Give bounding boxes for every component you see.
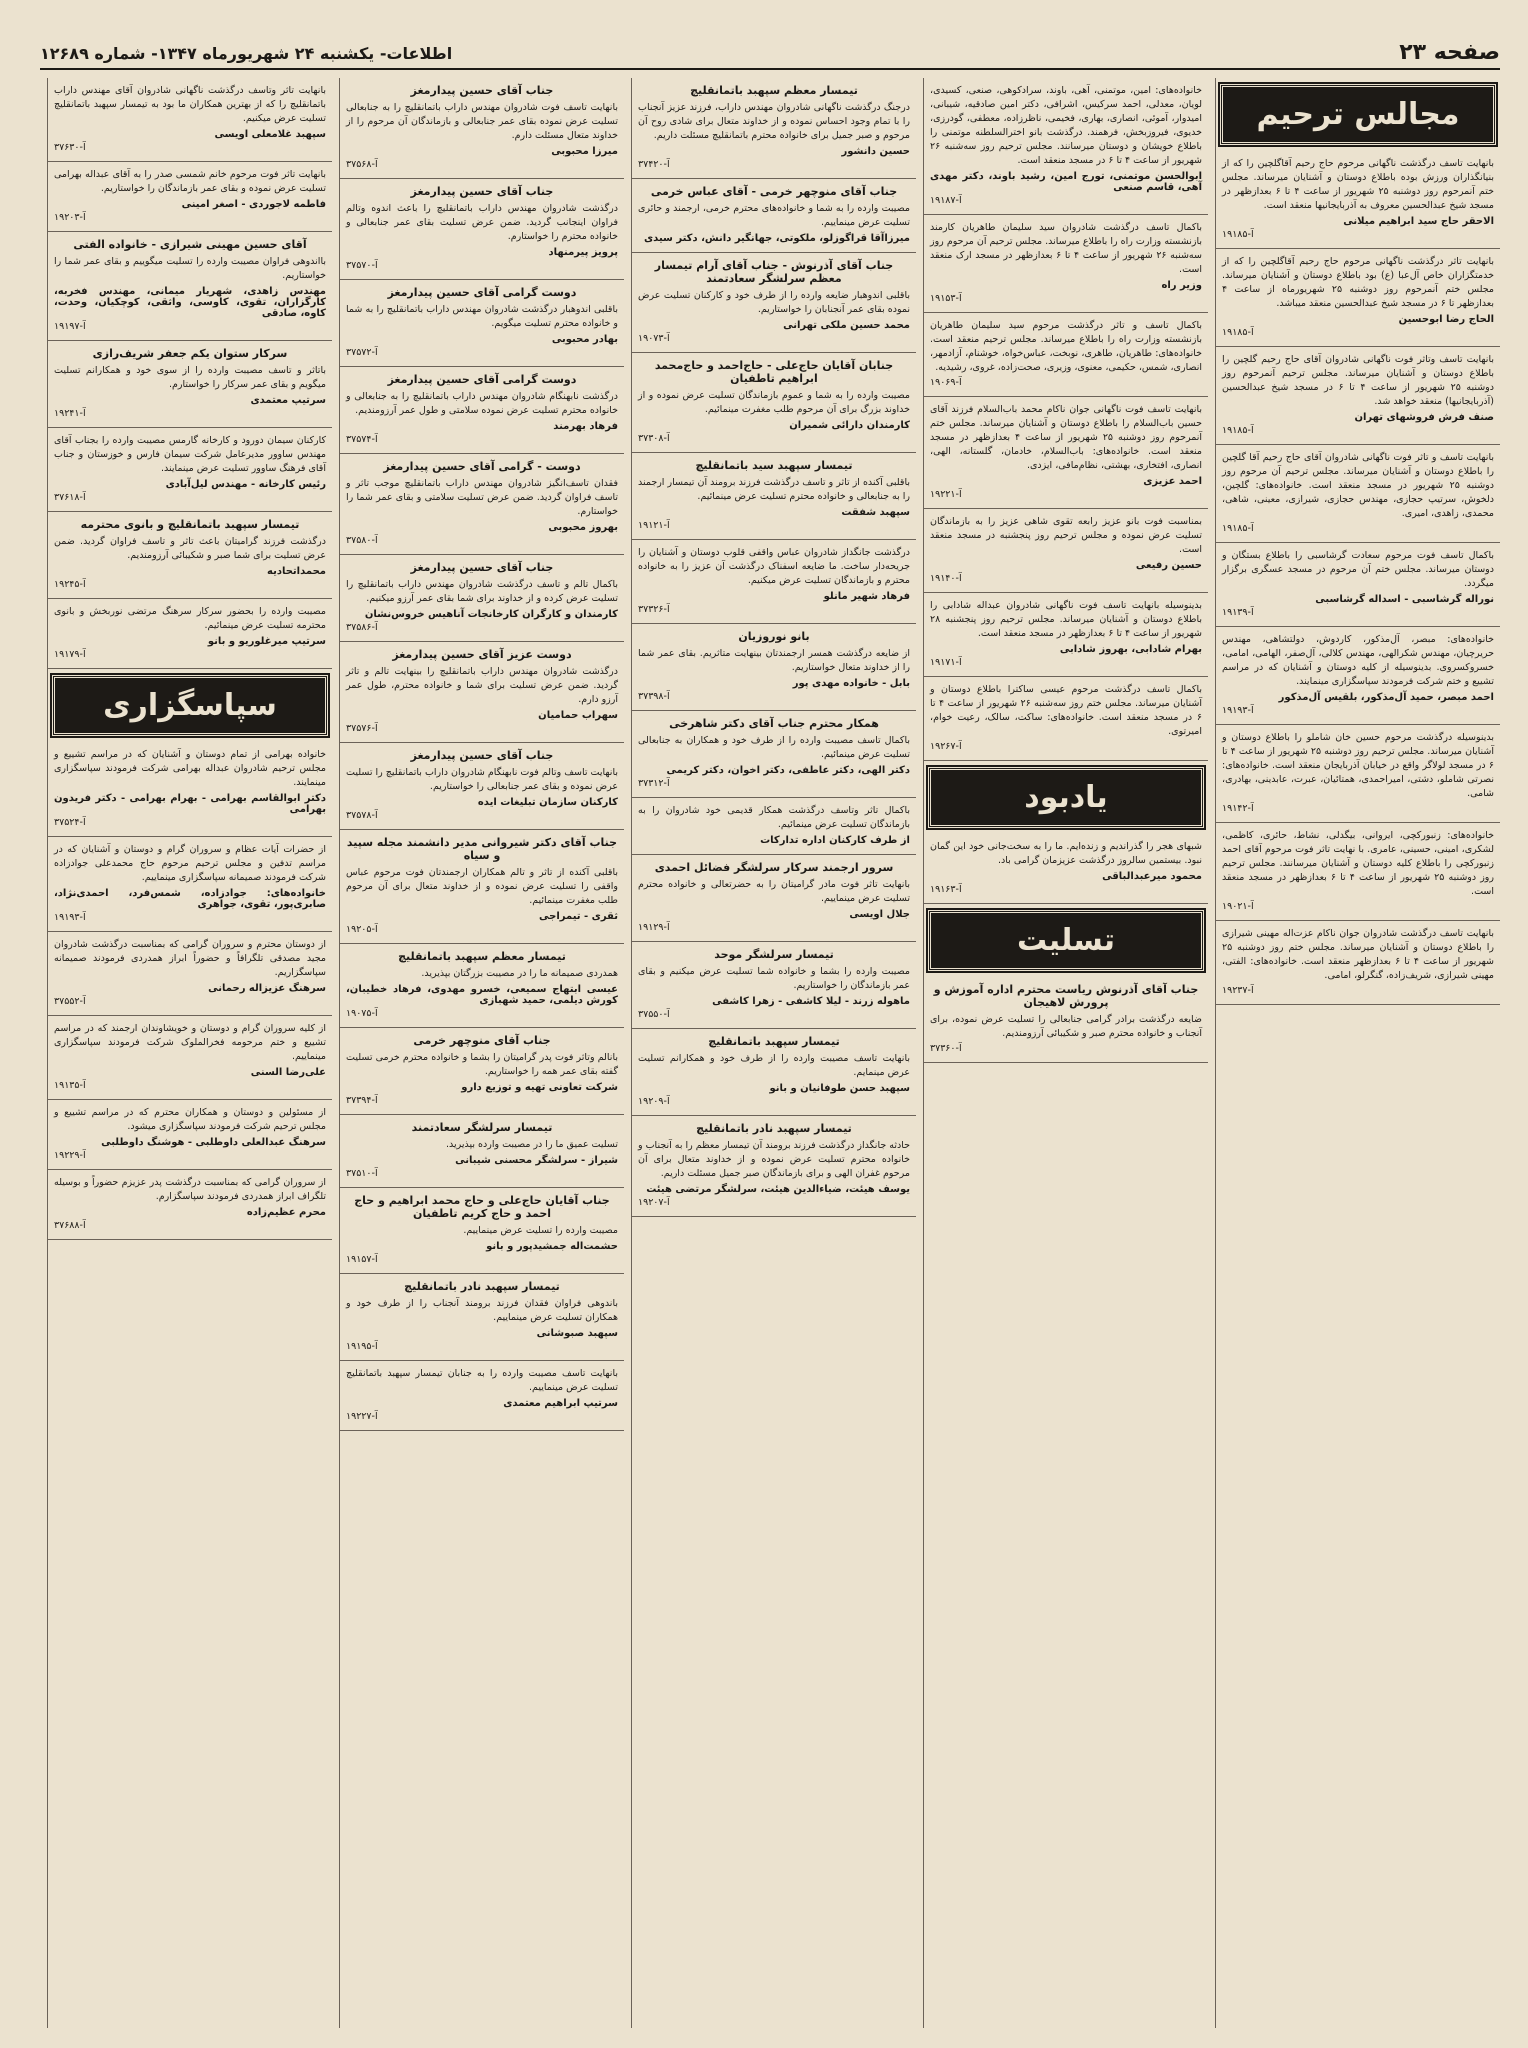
notice-ref: آ-۱۹۱۲۱ bbox=[638, 520, 670, 531]
notice-sig: سرتیپ میرغلوریو و بانو bbox=[207, 636, 326, 647]
notice-title: تیمسار سپهبد نادر باتمانقلیچ bbox=[404, 1280, 560, 1293]
notice bbox=[340, 555, 624, 642]
notice-sig: ماهوله زرند - لیلا کاشفی - زهرا کاشفی bbox=[712, 996, 910, 1007]
notice-title: دوست عزیز آقای حسین پیدارمغز bbox=[392, 648, 572, 661]
notice-title: دوست گرامی آقای حسین پیدارمغز bbox=[387, 286, 577, 299]
notice-title: تیمسار معظم سپهبد باتمانقلیچ bbox=[690, 84, 858, 97]
notice bbox=[340, 743, 624, 830]
notice-ref: آ-۱۹۲۰۹ bbox=[638, 1096, 670, 1107]
notice-sig: بابل - خانواده مهدی پور bbox=[792, 678, 910, 689]
section-heading: یادبود bbox=[928, 767, 1204, 828]
notice bbox=[1216, 627, 1500, 725]
notice-sig: مهندس زاهدی، شهریار میمانی، مهندس فخربه، کارگزاران، تقوی، کاوسی، واثقی، کوچکیان، وحدت، کاوه، صادقی bbox=[54, 286, 326, 319]
notice-body: بدینوسیله بانهایت تاسف فوت ناگهانی شادروان عبداله شادابی را باطلاع دوستان و آشنایان میرساند. مجلس ترحیم روز پنجشنبه ۲۸ شهریور از ساعت ۴ تا ۶ بعدازظهر در مسجد منعقد است. bbox=[930, 600, 1202, 639]
notice-sig: ثقری - تیمراجی bbox=[539, 911, 618, 922]
notice-body: درگذشت فرزند گرامیتان باعث تاثر و تاسف فراوان گردید. ضمن عرض تسلیت برای شما صبر و شکیبائی آرزومندیم. bbox=[54, 536, 326, 561]
notice-body: بانهایت تاسف فوت ناگهانی جوان ناکام محمد باب‌السلام فرزند آقای حسین باب‌السلام را باطلاع دوستان و آشنایان میرساند. مجلس ختم آنمرحوم روز دوشنبه ۲۵ شهریور از ساعت ۴ بعدازظهر در مسجد منعقد است. خانواده‌های: باب‌السلام، خادمان، گلستانه، الهی، انصاری، افتخاری، بهشتی، نظام‌مافی، ایزدی. bbox=[930, 404, 1202, 471]
notice-ref: آ-۱۹۱۸۵ bbox=[1222, 425, 1254, 436]
notice-ref: آ-۳۷۳۹۴ bbox=[346, 1095, 378, 1106]
notice bbox=[340, 642, 624, 743]
notice-ref: آ-۳۷۳۲۶ bbox=[638, 604, 670, 615]
notice-ref: آ-۳۷۵۶۸ bbox=[346, 159, 378, 170]
notice-ref: آ-۱۹۱۷۱ bbox=[930, 657, 962, 668]
notice-ref: آ-۳۷۵۱۰ bbox=[346, 1168, 378, 1179]
column-1 bbox=[1215, 78, 1500, 2028]
notice bbox=[632, 78, 916, 179]
notice bbox=[340, 280, 624, 367]
notice-ref: آ-۱۹۱۵۳ bbox=[930, 293, 962, 304]
notice bbox=[632, 798, 916, 855]
column-3 bbox=[631, 78, 916, 2028]
notice-sig: دکتر الهی، دکتر عاطفی، دکتر اخوان، دکتر کریمی bbox=[666, 765, 910, 776]
notice-body: باکمال تاسف فوت مرحوم سعادت گرشاسبی را باطلاع بستگان و دوستان میرساند. مجلس ختم آن مرحوم در مسجد عسگری برگزار میگردد. bbox=[1222, 550, 1494, 589]
notice-ref: آ-۱۹۱۹۷ bbox=[54, 321, 86, 332]
notice bbox=[632, 942, 916, 1029]
notice-title: جناب آقای حسین پیدارمغز bbox=[410, 749, 554, 762]
notice-sig: بهادر محبوبی bbox=[551, 334, 618, 345]
notice-body: باقلبی اندوهبار ضایعه وارده را از طرف خود و کارکنان تسلیت عرض نموده بقای عمر آنجنابان را خواستاریم. bbox=[638, 290, 910, 315]
notice-body: ضایعه درگذشت برادر گرامی جنابعالی را تسلیت عرض نموده، برای آنجناب و خانواده محترم صبر و شکیبائی آرزومندیم. bbox=[930, 1014, 1202, 1039]
notice-ref: آ-۱۹۱۶۳ bbox=[930, 884, 962, 895]
notice-sig: حسین دانشور bbox=[841, 146, 910, 157]
notice-sig: احمد مبصر، حمید آل‌مذکور، بلقیس آل‌مذکور bbox=[1278, 692, 1494, 703]
notice bbox=[632, 711, 916, 798]
notice-ref: آ-۳۷۵۸۰ bbox=[346, 535, 378, 546]
notice-body: درگذشت نابهنگام شادروان مهندس داراب باتمانقلیچ را به جنابعالی و خانواده محترم تسلیت عرض نموده سلامتی و طول عمر آرزومندیم. bbox=[346, 391, 618, 416]
notice-title: آقای حسین مهینی شیرازی - خانواده الفتی bbox=[73, 238, 307, 251]
notice bbox=[340, 367, 624, 454]
notice-body: خانواده‌های: زنبورکچی، ایروانی، بیگدلی، نشاط، حائری، کاظمی، لشکری، امینی، حسینی، عامری. با نهایت تاثر فوت مرحوم آقای احمد زنبورکچی را باطلاع کلیه دوستان و آشنایان میرسانند. مجلس ترحیم روز دوشنبه ۲۵ شهریور از ساعت ۴ تا ۶ بعدازظهر در مسجد منعقد است. bbox=[1222, 830, 1494, 897]
notice-sig: عیسی ابتهاج سمیعی، خسرو مهدوی، فرهاد خطیبان، کورش دیلمی، حمید شهبازی bbox=[346, 984, 618, 1006]
notice-sig: محمود میرعبدالباقی bbox=[1102, 871, 1202, 882]
notice-sig: محرم عظیم‌زاده bbox=[246, 1207, 326, 1218]
notice-body: خانواده بهرامی از تمام دوستان و آشنایان که در مراسم تشییع و مجلس ترحیم شادروان عبداله بهرامی شرکت فرمودند سپاسگزاری مینمایند. bbox=[54, 749, 326, 788]
notice-sig: فرهاد بهرمند bbox=[553, 421, 618, 432]
notice-title: جناب آقای منوچهر خرمی bbox=[413, 1034, 551, 1047]
notice-body: فقدان تاسف‌انگیز شادروان مهندس داراب باتمانقلیچ موجب تاثر و تاسف فراوان گردید. ضمن عرض تسلیت سلامتی و بقای عمر شما را خواستارم. bbox=[346, 478, 618, 517]
notice-body: مصیبت وارده را بحضور سرکار سرهنگ مرتضی نوربخش و بانوی محترمه تسلیت عرض مینمائیم. bbox=[54, 606, 326, 631]
notice-ref: آ-۳۷۵۷۰ bbox=[346, 260, 378, 271]
notice-ref: آ-۱۹۲۰۷ bbox=[638, 1197, 670, 1208]
notice bbox=[48, 932, 332, 1016]
notice-body: بانهایت تاثر فوت مادر گرامیتان را به حضرتعالی و خانواده محترم تسلیت عرض مینماییم. bbox=[638, 879, 910, 904]
notice-sig: فرهاد شهیر مانلو bbox=[823, 591, 910, 602]
notice-ref: آ-۱۹۱۳۹ bbox=[1222, 607, 1254, 618]
notice-body: کارکنان سیمان دورود و کارخانه گارمس مصیبت وارده را بجناب آقای مهندس ساوور مدیرعامل شرکت سیمان فارس و خوزستان و جناب آقای فرهنگ ساوور تسلیت عرض مینمایند. bbox=[54, 435, 326, 474]
notice-ref: آ-۳۷۶۳۰ bbox=[54, 142, 86, 153]
notice-sig: پرویز پیرمنهاد bbox=[548, 247, 618, 258]
notice-body: باکمال تاسف درگذشت شادروان سید سلیمان طاهریان کارمند بازنشسته وزارت راه را باطلاع میرساند. مجلس ترحیم آن مرحوم روز سه‌شنبه ۲۶ شهریور از ساعت ۴ تا ۶ بعدازظهر در مسجد ارک منعقد است. bbox=[930, 222, 1202, 275]
notice-body: بانهایت تاسف و تاثر فوت ناگهانی شادروان آقای حاج رحیم آقا گلچین را باطلاع دوستان و آشنایان میرساند. مجلس ترحیم آن مرحوم روز دوشنبه ۲۵ شهریور در مسجد منعقد است. خانواده‌های: گلچین، دلخوش، سرتیپ حجازی، مهندس حجازی، شیرازی، معینی، شاهی، محمدی، زاهدی، امیری. bbox=[1222, 452, 1494, 519]
notice bbox=[1216, 151, 1500, 249]
notice bbox=[48, 599, 332, 669]
newspaper-masthead: اطلاعات- یکشنبه ۲۴ شهریورماه ۱۳۴۷- شماره ۱۲۶۸۹ bbox=[40, 44, 453, 63]
notice bbox=[632, 1029, 916, 1116]
notice-body: حادثه جانگداز درگذشت فرزند برومند آن تیمسار معظم را به آنجناب و خانواده محترم تسلیت عرض نموده و از خداوند متعال برای آن مرحوم غفران الهی و برای بازماندگان صبر جمیل مسئلت داریم. bbox=[638, 1140, 910, 1179]
notice-sig: کارمندان دارائی شمیران bbox=[789, 420, 910, 431]
notice-title: دوست گرامی آقای حسین پیدارمغز bbox=[387, 373, 577, 386]
notice-sig: سپهبد صبوشانی bbox=[536, 1328, 618, 1339]
notice-body: مصیبت وارده را تسلیت عرض مینماییم. bbox=[463, 1225, 618, 1236]
notice-sig: سپهبد حسن طوفانیان و بانو bbox=[769, 1083, 910, 1094]
notice-sig: شرکت تعاونی تهیه و توزیع دارو bbox=[461, 1082, 618, 1093]
notice-body: مصیبت وارده را به شما و عموم بازماندگان تسلیت عرض نموده و از خداوند بزرگ برای آن مرحوم طلب مغفرت مینمائیم. bbox=[638, 390, 910, 415]
notice-sig: سپهبد شفقت bbox=[841, 507, 910, 518]
notice-sig: سرتیپ معتمدی bbox=[250, 395, 326, 406]
notice-ref: آ-۱۹۱۵۷ bbox=[346, 1254, 378, 1265]
notice bbox=[48, 78, 332, 162]
notice-ref: آ-۳۷۵۵۰ bbox=[638, 1009, 670, 1020]
notice-ref: آ-۳۷۵۷۴ bbox=[346, 434, 378, 445]
notice-ref: آ-۳۷۵۲۴ bbox=[54, 817, 86, 828]
notice bbox=[340, 1188, 624, 1274]
notice-ref: آ-۱۹۰۷۳ bbox=[638, 333, 670, 344]
notice-body: همدردی صمیمانه ما را در مصیبت بزرگتان بپذیرید. bbox=[421, 968, 618, 979]
notice bbox=[924, 313, 1208, 397]
notice bbox=[924, 677, 1208, 761]
notice-body: از ضایعه درگذشت همسر ارجمندتان بینهایت متاثریم. بقای عمر شما را از خداوند متعال خواستاریم. bbox=[638, 648, 910, 673]
notice-ref: آ-۱۹۱۸۵ bbox=[1222, 229, 1254, 240]
section-heading: مجالس ترحیم bbox=[1220, 84, 1496, 145]
notice-body: باتاثر و تاسف مصیبت وارده را از سوی خود و همکارانم تسلیت میگویم و بقای عمر سرکار را خواستارم. bbox=[54, 365, 326, 390]
notice-sig: ابوالحسن موتمنی، تورج امین، رشید باوند، دکتر مهدی آهی، قاسم صنعی bbox=[930, 171, 1202, 193]
notice-body: شبهای هجر را گذراندیم و زنده‌ایم. ما را به سخت‌جانی خود این گمان نبود. بیستمین سالروز درگذشت عزیزمان گرامی باد. bbox=[930, 841, 1202, 866]
notice-sig: خانواده‌های: جوادزاده، شمس‌فرد، احمدی‌نژاد، صابری‌پور، تقوی، جواهری bbox=[54, 888, 326, 910]
notice-sig: بهرام شادابی، بهروز شادابی bbox=[1059, 644, 1202, 655]
notice-sig: صنف فرش فروشهای تهران bbox=[1354, 412, 1494, 423]
notice-sig: کارمندان و کارگران کارخانجات آناهیس خروس‌نشان bbox=[364, 609, 618, 620]
notice-sig: نوراله گرشاسبی - اسداله گرشاسبی bbox=[1315, 594, 1494, 605]
notice-body: بانهایت تاثر وتاسف درگذشت ناگهانی شادروان آقای مهندس داراب باتمانقلیچ را که از بهترین همکاران ما بود به تیمسار سپهبد باتمانقلیچ تسلیت عرض میکنیم. bbox=[54, 85, 326, 124]
notice-body: مصیبت وارده را به شما و خانواده‌های محترم خرمی، ارجمند و حائری تسلیت عرض مینماییم. bbox=[638, 203, 910, 228]
notice bbox=[632, 179, 916, 253]
notice-sig: میرزا محبوبی bbox=[551, 146, 618, 157]
notice-sig: جلال اویسی bbox=[849, 909, 910, 920]
newspaper-columns bbox=[40, 78, 1500, 2028]
notice-body: بااندوهی فراوان مصیبت وارده را تسلیت میگوییم و بقای عمر شما را خواستاریم. bbox=[54, 256, 326, 281]
notice bbox=[632, 353, 916, 453]
notice bbox=[1216, 445, 1500, 543]
notice-sig: الحاج رضا ابوحسین bbox=[1398, 314, 1494, 325]
notice-ref: آ-۱۹۲۲۷ bbox=[346, 1411, 378, 1422]
column-5 bbox=[47, 78, 332, 2028]
notice-body: خانواده‌های: مبصر، آل‌مذکور، کاردوش، دولتشاهی، مهندس حریرچیان، مهندس شکرالهی، مهندس کلالی، آل‌صفر، الهامی، امامی، خسروکسروی. بدینوسیله از کلیه دوستان و آشنایان که در مراسم تشییع و ختم شرکت فرمودند سپاسگزاری مینمایند. bbox=[1222, 634, 1494, 687]
notice-title: جناب آقای دکتر شیروانی مدیر دانشمند مجله سپید و سیاه bbox=[346, 836, 618, 862]
notice-ref: آ-۱۹۲۶۷ bbox=[930, 741, 962, 752]
notice-title: جناب آقای حسین پیدارمغز bbox=[410, 561, 554, 574]
notice-body: از دوستان محترم و سروران گرامی که بمناسبت درگذشت شادروان مجید مصدقی تلگرافاً و حضوراً ابراز همدردی فرمودند صمیمانه سپاسگزاریم. bbox=[54, 939, 326, 978]
notice-body: درگذشت شادروان مهندس داراب باتمانقلیچ را بینهایت تالم و تاثر گردید. ضمن عرض تسلیت برای شما و خانواده محترم، طول عمر آرزو دارم. bbox=[346, 666, 618, 705]
notice-body: بانهایت تاثر فوت مرحوم خانم شمسی صدر را به آقای عبداله بهرامی تسلیت عرض نموده و بقای عمر بازماندگان را خواستاریم. bbox=[54, 169, 326, 194]
page-header bbox=[40, 40, 1500, 70]
notice bbox=[340, 1274, 624, 1361]
notice bbox=[924, 834, 1208, 904]
notice-ref: آ-۳۷۴۲۰ bbox=[638, 159, 670, 170]
notice-title: تیمسار سرلشگر سعادتمند bbox=[411, 1121, 553, 1134]
notice bbox=[48, 428, 332, 512]
notice-title: جناب آقای حسین پیدارمغز bbox=[410, 84, 554, 97]
notice bbox=[340, 454, 624, 555]
notice-sig: سرهنگ عبدالعلی داوطلبی - هوشنگ داوطلبی bbox=[101, 1137, 326, 1148]
column-2 bbox=[923, 78, 1208, 2028]
notice bbox=[340, 1115, 624, 1188]
notice-title: سرکار ستوان یکم جعفر شریف‌رازی bbox=[92, 347, 288, 360]
column-4 bbox=[339, 78, 624, 2028]
notice-body: بانهایت تاسف وتالم فوت نابهنگام شادروان داراب باتمانقلیچ را تسلیت عرض نموده و بقای عمر جنابعالی را خواستاریم. bbox=[346, 767, 618, 792]
notice-ref: آ-۳۷۳۹۸ bbox=[638, 691, 670, 702]
notice bbox=[632, 253, 916, 353]
notice-body: باکمال تاثر وتاسف درگذشت همکار قدیمی خود شادروان را به بازماندگان تسلیت عرض مینمائیم. bbox=[638, 805, 910, 830]
notice-ref: آ-۱۹۱۴۰ bbox=[930, 573, 962, 584]
notice-ref: آ-۱۹۰۷۵ bbox=[346, 1008, 378, 1019]
notice-body: باکمال تاسف و تاثر درگذشت مرحوم سید سلیمان طاهریان بازنشسته وزارت راه را باطلاع میرساند. مجلس ترحیم منعقد است. خانواده‌های: طاهریان، طاهری، نوبخت، عباس‌خواه، خوشنام، آزادمهر، انصاری، شمس، حکیمی، معنوی، وزیری، صحت‌زاده، غروی، رشیدیه. bbox=[930, 320, 1202, 373]
notice-sig: رئیس کارخانه - مهندس لیل‌آبادی bbox=[165, 479, 326, 490]
notice-ref: آ-۱۹۲۴۱ bbox=[54, 408, 86, 419]
notice-body: بانهایت تاسف درگذشت ناگهانی مرحوم حاج رحیم آقاگلچین را که از بنیانگذاران ورزش بوده باطلاع دوستان و آشنایان میرساند. مجلس ختم آنمرحوم روز دوشنبه ۲۵ شهریور از ساعت ۴ تا ۶ بعدازظهر در مسجد شیخ عبدالحسین معروف به آذربایجانیها منعقد است. bbox=[1222, 158, 1494, 211]
notice-title: تیمسار سپهبد نادر باتمانقلیچ bbox=[696, 1122, 852, 1135]
notice-body: از مسئولین و دوستان و همکاران محترم که در مراسم تشییع و مجلس ترحیم شرکت فرمودند سپاسگزاری میشود. bbox=[54, 1107, 326, 1132]
notice bbox=[632, 1116, 916, 1217]
notice-title: جناب آقای حسین پیدارمغز bbox=[410, 185, 554, 198]
notice-title: تیمسار سرلشگر موحد bbox=[714, 948, 834, 961]
notice-ref: آ-۱۹۲۰۳ bbox=[54, 212, 86, 223]
notice-ref: آ-۱۹۱۸۵ bbox=[1222, 523, 1254, 534]
notice-title: جنابان آقایان حاج‌علی - حاج‌احمد و حاج‌محمد ابراهیم تاطفیان bbox=[654, 359, 894, 385]
notice-ref: آ-۱۹۲۳۷ bbox=[1222, 985, 1254, 996]
notice-sig: محمداتحادیه bbox=[267, 566, 326, 577]
section-heading: سپاسگزاری bbox=[52, 675, 328, 736]
notice bbox=[924, 78, 1208, 215]
notice-sig: محمد حسین ملکی تهرانی bbox=[783, 320, 910, 331]
notice bbox=[1216, 249, 1500, 347]
notice-ref: آ-۱۹۱۲۹ bbox=[638, 922, 670, 933]
notice-title: تیمسار سپهبد باتمانقلیچ و بانوی محترمه bbox=[80, 518, 300, 531]
notice-ref: آ-۱۹۱۹۳ bbox=[54, 912, 86, 923]
notice-sig: وزیر راه bbox=[1161, 280, 1202, 291]
notice bbox=[1216, 543, 1500, 627]
notice-title: سرور ارجمند سرکار سرلشگر فضائل احمدی bbox=[654, 861, 894, 874]
notice-body: باندوهی فراوان فقدان فرزند برومند آنجناب را از طرف خود و همکاران تسلیت عرض مینماییم. bbox=[346, 1298, 618, 1323]
notice-sig: سرتیپ ابراهیم معتمدی bbox=[503, 1398, 618, 1409]
notice-body: بانهایت تاسف مصیبت وارده را از طرف خود و همکارانم تسلیت عرض مینمایم. bbox=[638, 1053, 910, 1078]
notice-sig: کارکنان سازمان تبلیغات ایده bbox=[477, 797, 618, 808]
notice-ref: آ-۳۷۳۰۸ bbox=[638, 433, 670, 444]
notice bbox=[48, 1016, 332, 1100]
notice bbox=[632, 624, 916, 711]
notice-body: بانهایت تاسف درگذشت شادروان جوان ناکام عزت‌اله مهینی شیرازی را باطلاع دوستان و آشنایان میرساند. مجلس ختم روز دوشنبه ۲۵ شهریور از ساعت ۴ تا ۶ بعدازظهر منعقد است. خانواده‌های: الفتی، مهینی شیرازی، شریف‌زاده، گنگرلو، امامی. bbox=[1222, 928, 1495, 981]
notice-ref: آ-۱۹۱۳۵ bbox=[54, 1080, 86, 1091]
notice-body: باکمال تاسف درگذشت مرحوم عیسی ساکترا باطلاع دوستان و آشنایان میرساند. مجلس ختم روز سه‌شنبه ۲۶ شهریور از ساعت ۴ تا ۶ در مسجد منعقد است. خانواده‌های: ساکت، سالک، رعیت خوام، امیرتوی. bbox=[930, 684, 1202, 737]
notice-ref: آ-۱۹۱۴۲ bbox=[1222, 803, 1254, 814]
notice-sig: از طرف کارکنان اداره تدارکات bbox=[760, 835, 910, 846]
notice-title: دوست - گرامی آقای حسین پیدارمغز bbox=[383, 460, 581, 473]
section-heading: تسلیت bbox=[928, 910, 1204, 971]
notice bbox=[1216, 921, 1500, 1005]
notice-sig: سرهنگ عزیزاله رحمانی bbox=[208, 983, 326, 994]
page-number: صفحه ۲۳ bbox=[1399, 40, 1500, 65]
notice bbox=[48, 162, 332, 232]
notice bbox=[340, 78, 624, 179]
notice bbox=[924, 977, 1208, 1063]
notice-body: بدینوسیله درگذشت مرحوم حسین خان شاملو را باطلاع دوستان و آشنایان میرساند. مجلس ترحیم روز دوشنبه ۲۵ شهریور از ساعت ۴ تا ۶ در مسجد لولاگر واقع در خیابان آذربایجان منعقد است. خانواده‌های: نصرتی شاملو، دشتی، امیراحمدی، همتائیان، عبرت، عابدینی، بهادری، شامی. bbox=[1222, 732, 1494, 799]
notice-body: باکمال تالم و تاسف درگذشت شادروان مهندس داراب باتمانقلیچ را تسلیت عرض کرده و از خداوند برای شما بقای عمر آرزو میکنیم. bbox=[346, 579, 618, 604]
notice-body: درگذشت جانگداز شادروان عباس واقفی قلوب دوستان و آشنایان را جریحه‌دار ساخت. ما ضایعه اسفناک درگذشت آن عزیز را به خانواده محترم و بازماندگان تسلیت عرض میکنیم. bbox=[638, 547, 910, 586]
notice bbox=[340, 179, 624, 280]
notice-ref: آ-۳۷۳۱۲ bbox=[638, 778, 670, 789]
notice bbox=[1216, 823, 1500, 921]
notice bbox=[340, 1028, 624, 1115]
notice-sig: فاطمه لاجوردی - اصغر امینی bbox=[181, 199, 326, 210]
notice-ref: آ-۳۷۵۷۶ bbox=[346, 723, 378, 734]
notice-body: از حضرات آیات عظام و سروران گرام و دوستان و آشنایان که در مراسم تدفین و مجلس ترحیم مرحوم حاج محمدعلی جوادزاده شرکت فرمودند صمیمانه سپاسگزاری مینماییم. bbox=[54, 844, 326, 883]
notice-sig: میرزاآقا قراگوزلو، ملکوتی، جهانگیر دانش، دکتر سیدی bbox=[644, 233, 910, 244]
notice-body: بانهایت تاسف مصیبت وارده را به جنابان تیمسار سپهبد باتمانقلیچ تسلیت عرض مینماییم. bbox=[346, 1368, 618, 1393]
notice-body: باکمال تاسف مصیبت وارده را از طرف خود و همکاران به جنابعالی تسلیت عرض مینمائیم. bbox=[638, 735, 910, 760]
notice-body: خانواده‌های: امین، موتمنی، آهی، باوند، سرادکوهی، صنعی، کسیدی، لویان، معدلی، احمد سرکیس، اشرافی، دکتر امین صادقیه، شیبانی، امیدوار، آموئی، انصاری، بهاری، فخیمی، ناظرزاده، معطفی، گودرزی، خدیوی، فیروزبخش، فرهمند. درگذشت بانو اخترالسلطنه موتمنی را باطلاع خویشان و دوستان میرسانند. مجلس ترحیم روز سه‌شنبه ۲۶ شهریور از ساعت ۴ تا ۶ در مسجد منعقد است. bbox=[930, 85, 1202, 166]
notice-ref: آ-۳۷۶۱۸ bbox=[54, 492, 86, 503]
notice-sig: بهروز محبوبی bbox=[548, 522, 618, 533]
notice bbox=[924, 397, 1208, 509]
notice-body: درگذشت شادروان مهندس داراب باتمانقلیچ را باعث اندوه وتالم فراوان اینجانب گردید. ضمن عرض تسلیت بقای عمر جنابعالی و خانواده محترم را خواستارم. bbox=[346, 203, 618, 242]
notice bbox=[340, 1361, 624, 1431]
notice-title: بانو نوروزیان bbox=[738, 630, 810, 643]
notice bbox=[924, 593, 1208, 677]
notice-title: تیمسار سپهبد سید باتمانقلیچ bbox=[695, 459, 853, 472]
notice-ref: آ-۱۹۲۰۵ bbox=[346, 924, 378, 935]
notice-ref: آ-۱۹۰۲۱ bbox=[1222, 901, 1254, 912]
notice-ref: آ-۳۷۵۸۶ bbox=[346, 622, 378, 633]
notice bbox=[1216, 347, 1500, 445]
notice-body: باقلبی آکنده از تاثر و تاسف درگذشت فرزند برومند آن تیمسار ارجمند را به جنابعالی و خانواده محترم تسلیت عرض مینمائیم. bbox=[638, 477, 910, 502]
notice-ref: آ-۳۷۵۵۲ bbox=[54, 996, 86, 1007]
notice-body: از کلیه سروران گرام و دوستان و خویشاوندان ارجمند که در مراسم تشییع و ختم مرحومه فخرالملوک شرکت فرمودند سپاسگزاری مینماییم. bbox=[54, 1023, 326, 1062]
notice-sig: حشمت‌اله جمشیدپور و بانو bbox=[486, 1241, 618, 1252]
notice-ref: آ-۱۹۲۲۱ bbox=[930, 489, 962, 500]
notice-body: باقلبی اندوهبار درگذشت شادروان مهندس داراب باتمانقلیچ را به شما و خانواده محترم تسلیت میگویم. bbox=[346, 304, 618, 329]
notice-ref: آ-۳۷۵۷۲ bbox=[346, 347, 378, 358]
notice-ref: آ-۳۷۵۷۸ bbox=[346, 810, 378, 821]
notice bbox=[632, 540, 916, 624]
notice bbox=[48, 1100, 332, 1170]
notice-body: از سروران گرامی که بمناسبت درگذشت پدر عزیزم حضوراً و بوسیله تلگراف ابراز همدردی فرمودند سپاسگزارم. bbox=[54, 1177, 326, 1202]
notice-title: تیمسار سپهبد باتمانقلیچ bbox=[708, 1035, 840, 1048]
notice-body: تسلیت عمیق ما را در مصیبت وارده بپذیرید. bbox=[445, 1139, 618, 1150]
notice-title: جناب آقای آذرنوش - جناب آقای آرام تیمسار معظم سرلشگر سعادتمند bbox=[654, 259, 894, 285]
notice bbox=[924, 509, 1208, 593]
notice-ref: آ-۱۹۲۲۹ bbox=[54, 1150, 86, 1161]
notice-ref: آ-۱۹۰۶۹ bbox=[930, 377, 962, 388]
notice bbox=[1216, 725, 1500, 823]
notice-body: بانهایت تاثر درگذشت ناگهانی مرحوم حاج رحیم آقاگلچین را که از خدمتگزاران خاص آل‌عبا (ع) بود باطلاع دوستان و آشنایان میرساند. مجلس ختم آنمرحوم روز دوشنبه ۲۵ شهریورماه از ساعت ۴ بعدازظهر تا ۶ در مسجد شیخ عبدالحسین منعقد میباشد. bbox=[1222, 256, 1494, 309]
notice bbox=[632, 453, 916, 540]
notice bbox=[48, 512, 332, 599]
notice-title: همکار محترم جناب آقای دکتر شاهرخی bbox=[669, 717, 879, 730]
notice-ref: آ-۳۷۳۶۰ bbox=[930, 1043, 962, 1054]
notice-sig: علی‌رضا السنی bbox=[250, 1067, 326, 1078]
notice-sig: دکتر ابوالقاسم بهرامی - بهرام بهرامی - دکتر فریدون بهرامی bbox=[54, 793, 326, 815]
notice bbox=[48, 232, 332, 341]
notice-sig: الاحقر حاج سید ابراهیم میلانی bbox=[1343, 216, 1494, 227]
notice bbox=[48, 341, 332, 428]
notice-sig: سهراب حمامیان bbox=[538, 710, 618, 721]
notice-body: بانهایت تاسف وتاثر فوت ناگهانی شادروان آقای حاج رحیم گلچین را باطلاع دوستان و آشنایان میرساند. مجلس ترحیم آنمرحوم روز دوشنبه ۲۵ شهریور از ساعت ۴ تا ۶ در مسجد شیخ عبدالحسین (آذربایجانیها) منعقد خواهد شد. bbox=[1222, 354, 1494, 407]
notice-ref: آ-۱۹۱۸۵ bbox=[1222, 327, 1254, 338]
notice bbox=[48, 837, 332, 932]
notice-title: جناب آقای منوچهر خرمی - آقای عباس خرمی bbox=[650, 185, 898, 198]
notice bbox=[48, 1170, 332, 1240]
notice-body: باقلبی آکنده از تاثر و تالم همکاران ارجمندتان فوت مرحوم عباس واقفی را تسلیت عرض نموده و از خداوند متعال برای آن مرحوم طلب مغفرت مینمائیم. bbox=[346, 867, 618, 906]
notice-body: بمناسبت فوت بانو عزیز رابعه تقوی شاهی عزیز را به بازماندگان تسلیت عرض نموده و مجلس ترحیم روز پنجشنبه در مسجد منعقد است. bbox=[930, 516, 1202, 555]
notice-body: بانالم وتاثر فوت پدر گرامیتان را بشما و خانواده محترم خرمی تسلیت گفته بقای عمر همه را خواستاریم. bbox=[346, 1052, 618, 1077]
notice bbox=[340, 830, 624, 944]
notice bbox=[924, 215, 1208, 313]
notice-sig: احمد عزیزی bbox=[1143, 476, 1202, 487]
notice-body: مصیبت وارده را بشما و خانواده شما تسلیت عرض میکنیم و بقای عمر بازماندگان را خواستاریم. bbox=[638, 966, 910, 991]
notice-sig: یوسف هیئت، ضیاءالدین هیئت، سرلشگر مرتضی هیئت bbox=[646, 1184, 910, 1195]
notice-title: جناب آقای آذرنوش ریاست محترم اداره آموزش و پرورش لاهیجان bbox=[933, 983, 1199, 1009]
notice-ref: آ-۱۹۲۴۵ bbox=[54, 579, 86, 590]
notice-ref: آ-۱۹۱۹۵ bbox=[346, 1341, 378, 1352]
notice bbox=[632, 855, 916, 942]
notice bbox=[48, 742, 332, 837]
notice-body: درجنگ درگذشت ناگهانی شادروان مهندس داراب، فرزند عزیز آنجناب را با تمام وجود احساس نموده و از خداوند متعال برای شادی روح آن مرحوم و صبر جمیل برای خانواده محترم باتمانقلیچ مسئلت داریم. bbox=[638, 102, 910, 141]
notice-sig: سپهبد غلامعلی اویسی bbox=[214, 129, 326, 140]
notice bbox=[340, 944, 624, 1028]
notice-ref: آ-۳۷۶۸۸ bbox=[54, 1220, 86, 1231]
notice-ref: آ-۱۹۱۸۷ bbox=[930, 195, 962, 206]
notice-title: تیمسار معظم سپهبد باتمانقلیچ bbox=[398, 950, 566, 963]
notice-sig: حسین رفیعی bbox=[1135, 560, 1202, 571]
notice-ref: آ-۱۹۱۹۳ bbox=[1222, 705, 1254, 716]
notice-body: بانهایت تاسف فوت شادروان مهندس داراب باتمانقلیچ را به جنابعالی تسلیت عرض نموده بقای عمر جنابعالی و بازماندگان آن مرحوم را از خداوند متعال مسئلت دارم. bbox=[346, 102, 618, 141]
notice-title: جناب آقایان حاج‌علی و حاج محمد ابراهیم و حاج احمد و حاج کریم تاطفیان bbox=[354, 1194, 610, 1220]
notice-sig: شیراز - سرلشگر محسنی شیبانی bbox=[455, 1155, 618, 1166]
notice-ref: آ-۱۹۱۷۹ bbox=[54, 649, 86, 660]
